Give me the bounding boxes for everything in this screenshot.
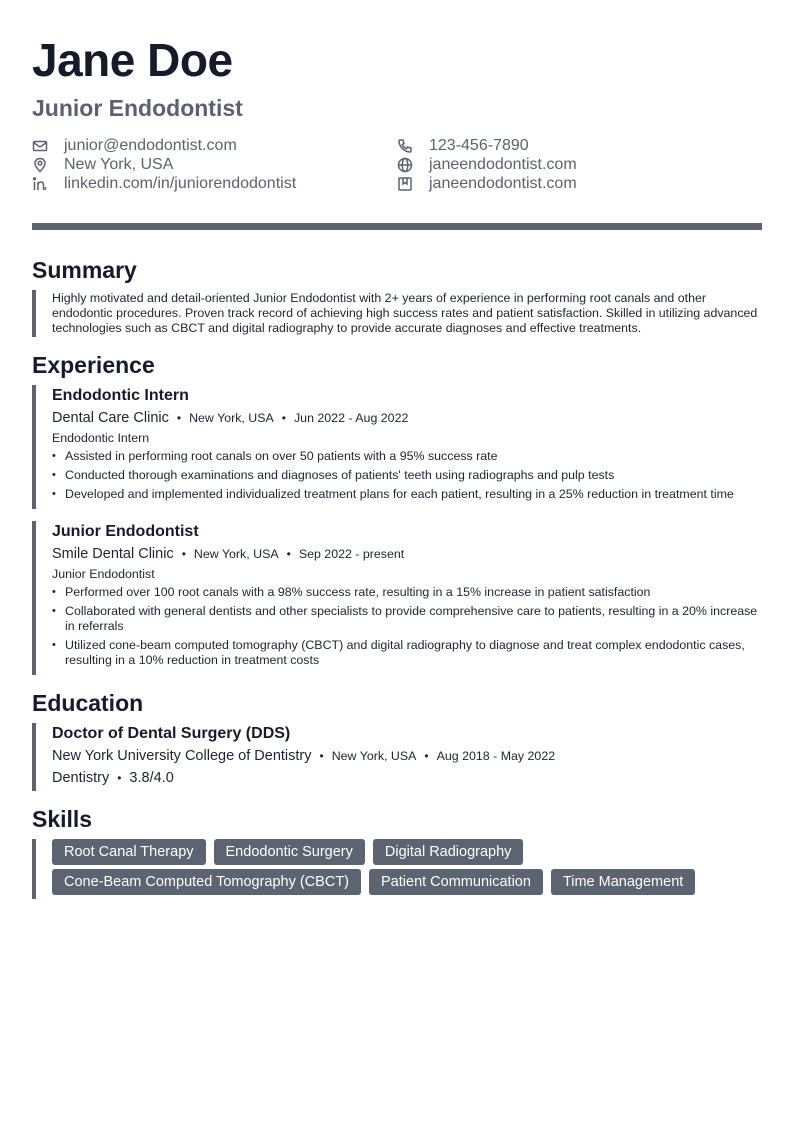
bullet-item: • Performed over 100 root canals with a 98% success rate, resulting in a 15% increase in patient satisfaction [52,585,762,600]
skill-chip: Endodontic Surgery [214,839,365,865]
education-field: Dentistry [52,770,110,786]
contact-website[interactable] [397,155,762,174]
experience-dates: Jun 2022 - Aug 2022 [293,411,409,425]
bullet-item: • Developed and implemented individualized treatment plans for each patient, resulting in a 25% reduction in treatment time [52,487,762,502]
contact-phone[interactable] [397,136,762,155]
experience-meta [52,544,762,564]
phone-text: 123-456-7890 [429,136,529,154]
education-meta [52,746,762,766]
linkedin-text: linkedin.com/in/juniorendodontist [64,174,297,192]
portfolio-text: janeendodontist.com [429,174,577,192]
experience-dates: Sep 2022 - present [298,547,405,561]
summary-block [32,290,762,337]
experience-title: Endodontic Intern [52,387,189,404]
experience-company: Dental Care Clinic [52,410,169,426]
bookmark-icon [397,176,413,192]
location-pin-icon [32,157,48,173]
skill-chip: Root Canal Therapy [52,839,206,865]
experience-meta [52,408,762,428]
separator-dot: • [117,771,122,785]
skills-list [52,839,762,899]
summary-heading: Summary [32,257,137,283]
education-school: New York University College of Dentistry [52,748,312,764]
separator-dot: • [181,547,186,561]
email-text: junior@endodontist.com [64,136,237,154]
experience-company: Smile Dental Clinic [52,546,174,562]
job-title: Junior Endodontist [32,95,243,121]
experience-bullets [52,585,762,668]
education-section [32,689,762,791]
education-degree: Doctor of Dental Surgery (DDS) [52,725,291,742]
separator-dot: • [281,411,286,425]
education-dates: Aug 2018 - May 2022 [436,749,556,763]
contact-portfolio[interactable] [397,174,762,193]
separator-dot: • [424,749,429,763]
bullet-item: • Conducted thorough examinations and diagnoses of patients' teeth using radiographs and pulp tests [52,468,762,483]
skill-chip: Time Management [551,869,695,895]
summary-section [32,256,762,337]
skills-section [32,805,762,899]
experience-entry [32,521,762,675]
bullet-item: • Collaborated with general dentists and other specialists to provide comprehensive care to patients, resulting in a 20% increase in referrals [52,604,762,634]
experience-role: Junior Endodontist [52,567,155,581]
separator-dot: • [176,411,182,425]
education-field-row [52,768,762,788]
experience-role: Endodontic Intern [52,431,150,445]
separator-dot: • [286,547,291,561]
location-text: New York, USA [64,155,174,173]
linkedin-icon [32,176,48,192]
website-text: janeendodontist.com [429,155,577,173]
envelope-icon [32,138,48,154]
bullet-item: • Utilized cone-beam computed tomography (CBCT) and digital radiography to diagnose and treat complex endodontic cases, resulting in a 10% reduction in treatment costs [52,638,762,668]
contact-list [32,136,762,193]
contact-email[interactable] [32,136,397,155]
skills-block [32,839,762,899]
education-gpa: 3.8/4.0 [129,770,174,786]
header-divider [32,223,762,230]
skill-chip: Patient Communication [369,869,543,895]
experience-heading: Experience [32,352,155,378]
experience-location: New York, USA [193,547,279,561]
contact-location [32,155,397,174]
bullet-item: • Assisted in performing root canals on over 50 patients with a 95% success rate [52,449,762,464]
separator-dot: • [319,749,324,763]
experience-entry [32,385,762,509]
phone-icon [397,138,413,154]
education-entry [32,723,762,791]
experience-bullets [52,449,762,502]
skill-chip: Digital Radiography [373,839,524,865]
summary-text: Highly motivated and detail-oriented Junior Endodontist with 2+ years of experience in performing root canals and other endodontic procedures. Proven track record of achieving high success rates and patient satisfaction. Skilled in utilizing advanced technologies such as CBCT and digital radiography to provide accurate diagnoses and effective treatments. [52,291,758,335]
education-location: New York, USA [331,749,417,763]
contact-linkedin[interactable] [32,174,397,193]
globe-icon [397,157,413,173]
experience-title: Junior Endodontist [52,523,199,540]
candidate-name: Jane Doe [32,34,233,86]
experience-section [32,351,762,675]
education-heading: Education [32,690,144,716]
skills-heading: Skills [32,806,93,832]
skill-chip: Cone-Beam Computed Tomography (CBCT) [52,869,361,895]
experience-location: New York, USA [189,411,274,425]
